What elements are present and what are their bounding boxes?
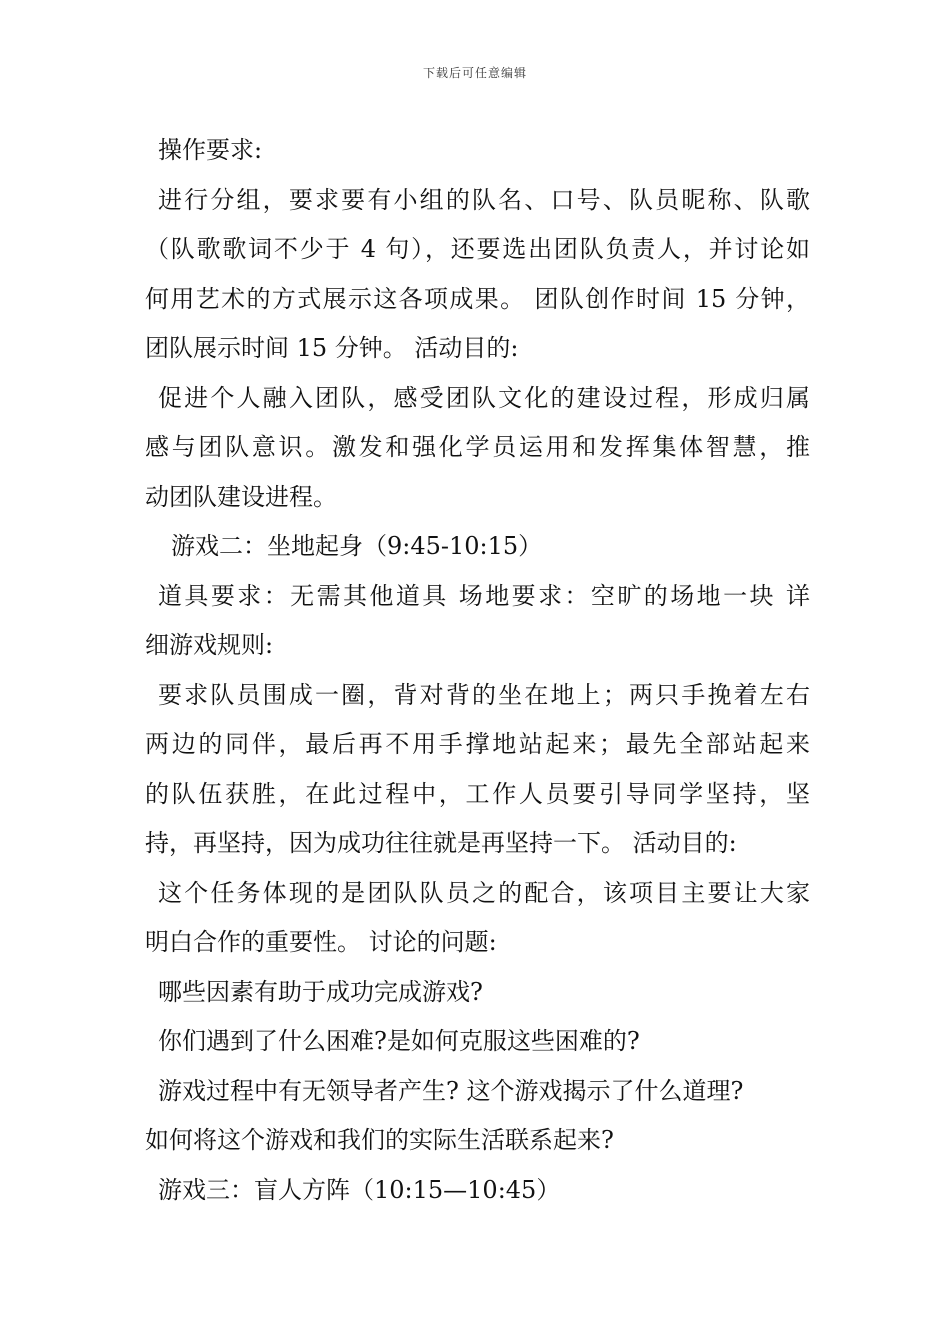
section-heading: 游戏二：坐地起身（9:45-10:15）: [171, 532, 543, 560]
text-line: 促进个人融入团队，感受团队文化的建设过程，形成归属: [158, 383, 810, 412]
text-line: 操作要求:: [158, 136, 263, 164]
text-line: 的队伍获胜，在此过程中，工作人员要引导同学坚持，坚: [145, 779, 810, 808]
text-line: 哪些因素有助于成功完成游戏?: [158, 977, 483, 1006]
text-line: 明白合作的重要性。 讨论的问题:: [145, 928, 497, 956]
page-header: 下载后可任意编辑: [422, 66, 527, 80]
text-line: 感与团队意识。激发和强化学员运用和发挥集体智慧，推: [145, 433, 810, 461]
text-line: 要求队员围成一圈，背对背的坐在地上；两只手挽着左右: [158, 680, 810, 709]
section-heading: 游戏三：盲人方阵（10:15—10:45）: [158, 1175, 561, 1204]
text-line: 持，再坚持，因为成功往往就是再坚持一下。 活动目的:: [145, 829, 737, 857]
text-line: 这个任务体现的是团队队员之的配合，该项目主要让大家: [158, 878, 810, 907]
text-line: 细游戏规则:: [145, 631, 274, 659]
text-line: 进行分组，要求要有小组的队名、口号、队员昵称、队歌: [158, 185, 810, 214]
text-line: 如何将这个游戏和我们的实际生活联系起来?: [145, 1126, 614, 1154]
text-line: 道具要求：无需其他道具 场地要求：空旷的场地一块 详: [158, 581, 810, 610]
text-line: 团队展示时间 15 分钟。 活动目的:: [145, 334, 519, 362]
text-line: 动团队建设进程。: [145, 482, 337, 511]
text-line: 两边的同伴，最后再不用手撑地站起来；最先全部站起来: [145, 730, 810, 758]
document-body: [145, 126, 810, 1215]
text-line: 你们遇到了什么困难?是如何克服这些困难的?: [158, 1027, 640, 1055]
text-line: （队歌歌词不少于 4 句），还要选出团队负责人，并讨论如: [145, 235, 810, 263]
text-line: 何用艺术的方式展示这各项成果。 团队创作时间 15 分钟，: [145, 284, 810, 313]
text-line: 游戏过程中有无领导者产生? 这个游戏揭示了什么道理?: [158, 1076, 744, 1105]
